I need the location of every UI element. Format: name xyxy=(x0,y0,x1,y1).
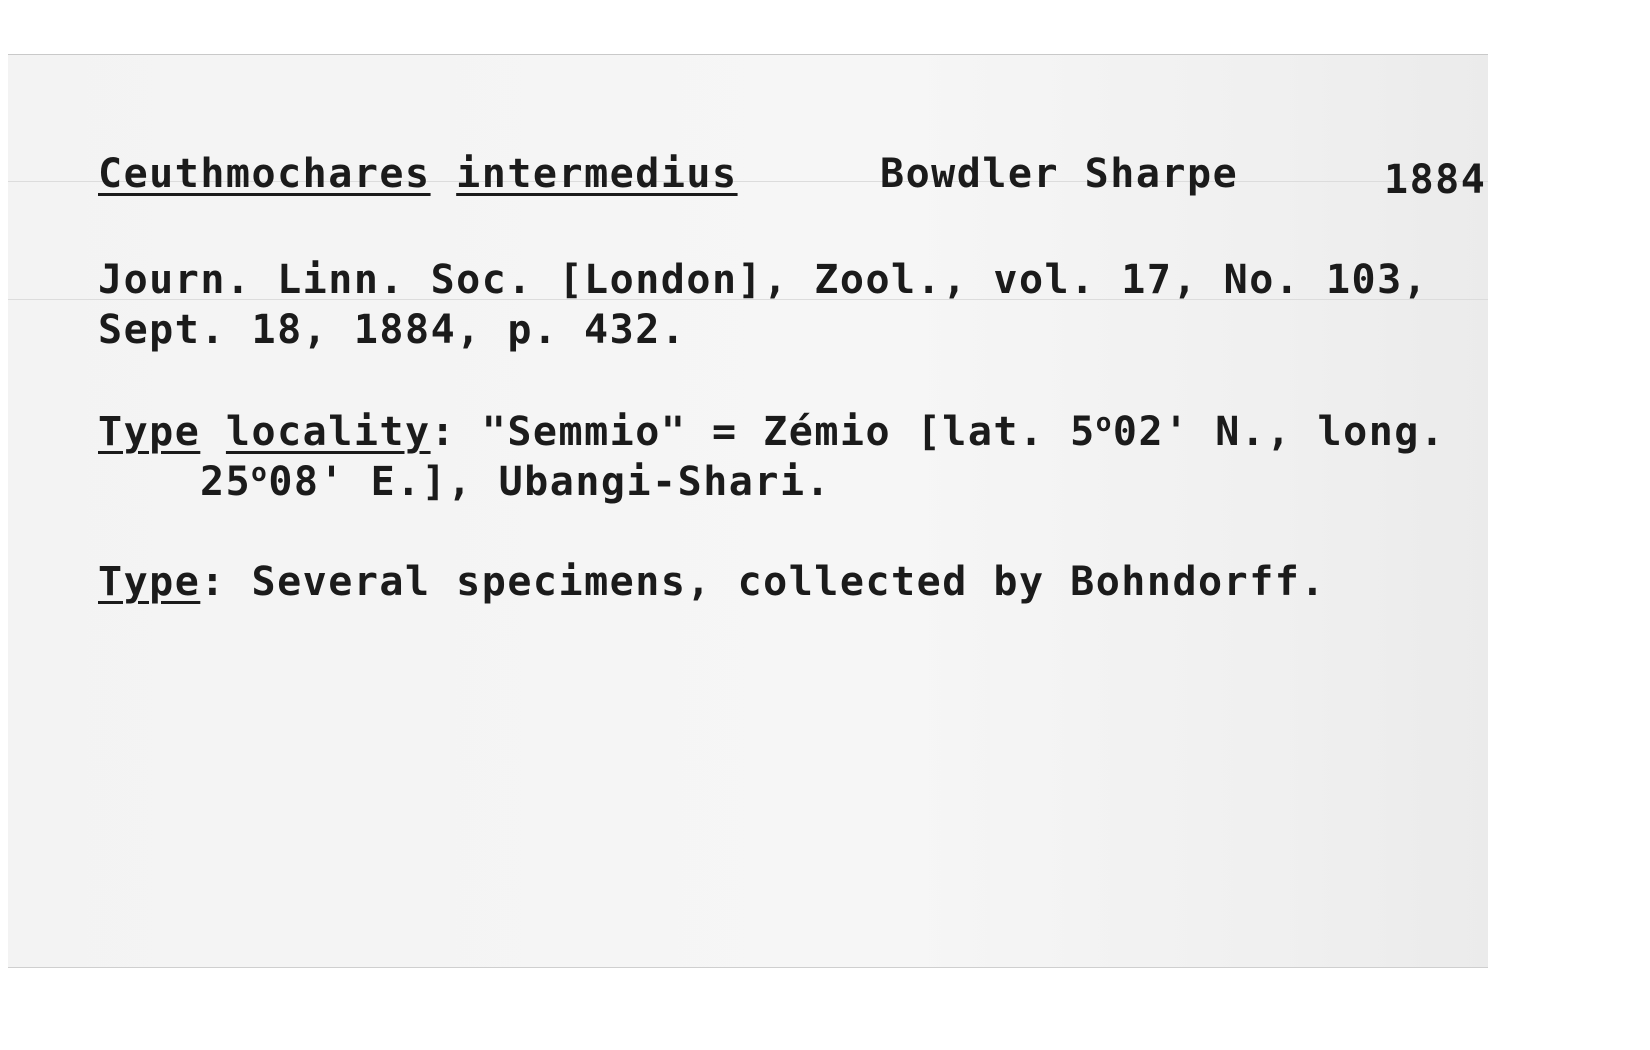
type-locality-text-2b: 08' E.], Ubangi-Shari. xyxy=(268,459,832,505)
type-line xyxy=(98,558,1326,606)
author-name: Bowdler Sharpe xyxy=(880,151,1239,197)
year: 1884 xyxy=(1384,157,1487,203)
degree-mark: o xyxy=(251,458,269,488)
degree-mark: o xyxy=(1095,408,1113,438)
species-name xyxy=(98,150,738,198)
citation-line-2: Sept. 18, 1884, p. 432. xyxy=(98,307,687,353)
species-epithet: intermedius xyxy=(456,151,738,197)
type-locality-label-2: locality xyxy=(225,409,431,455)
type-separator: : xyxy=(200,559,226,605)
type-locality-label-1: Type xyxy=(98,409,201,455)
type-locality-text-1b: 02' N., long. xyxy=(1112,409,1446,455)
citation-line-1: Journ. Linn. Soc. [London], Zool., vol. 17, No. 103, xyxy=(98,257,1429,303)
genus-name: Ceuthmochares xyxy=(98,151,431,197)
type-text: Several specimens, collected by Bohndorff. xyxy=(225,559,1326,605)
type-locality-separator: : xyxy=(430,409,457,455)
type-locality-text-2a: 25 xyxy=(200,459,252,505)
type-locality-line-2 xyxy=(200,458,831,506)
type-locality-line-1 xyxy=(98,408,1445,456)
type-locality-text-1a: "Semmio" = Zémio [lat. 5 xyxy=(456,409,1096,455)
type-label: Type xyxy=(98,559,201,605)
